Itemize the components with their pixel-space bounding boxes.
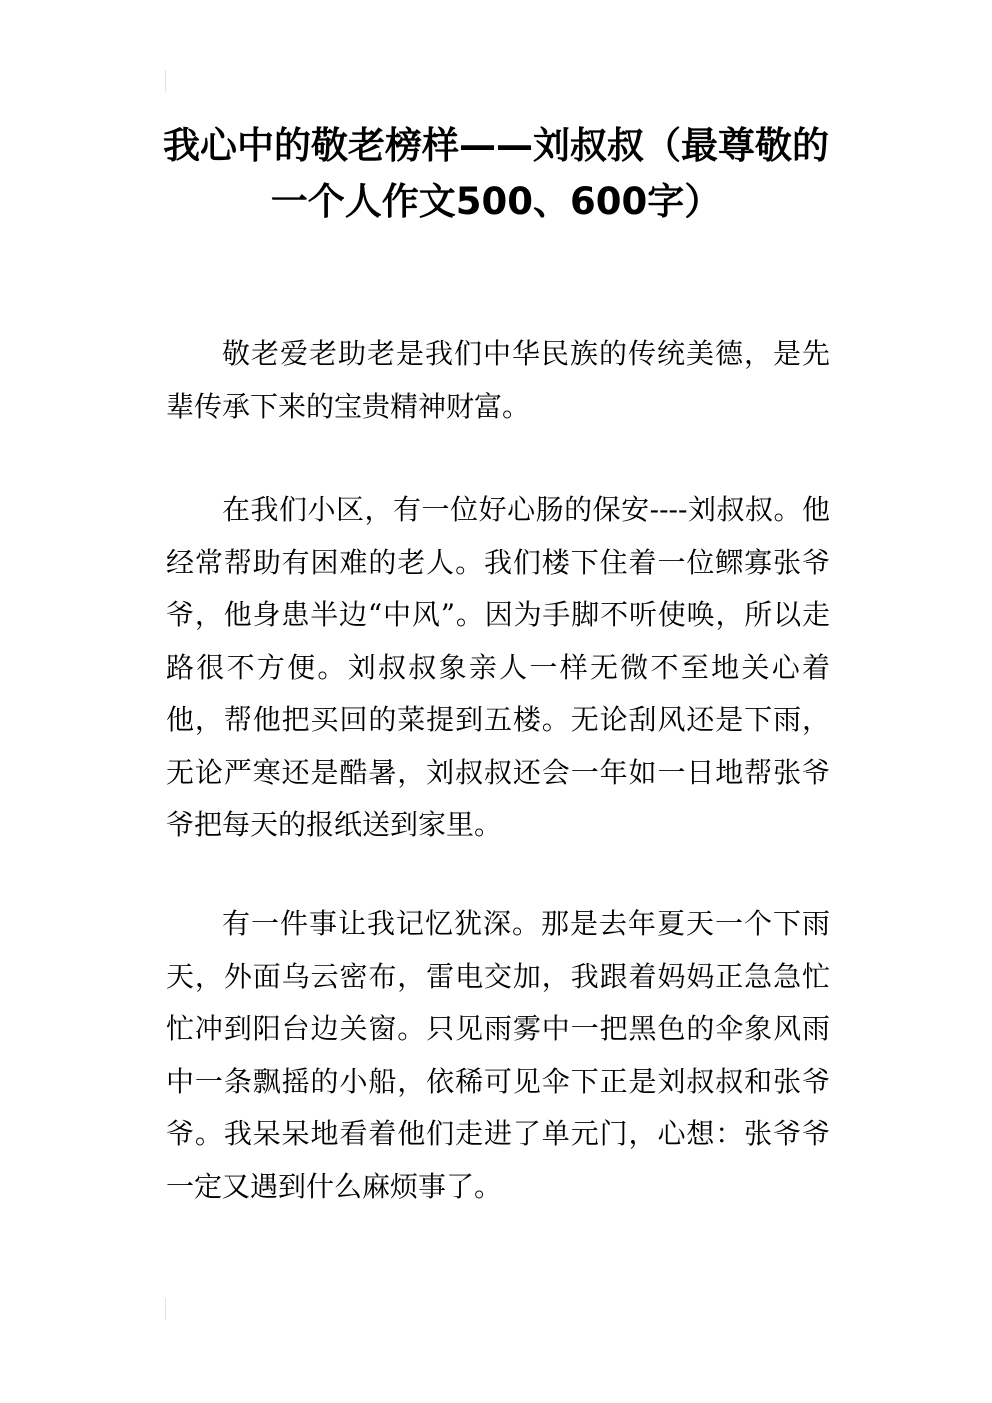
- crop-mark-top: [165, 70, 166, 92]
- document-title: 我心中的敬老榜样——刘叔叔（最尊敬的一个人作文500、600字）: [163, 124, 829, 223]
- paragraph-2: 在我们小区，有一位好心肠的保安----刘叔叔。他经常帮助有困难的老人。我们楼下住着一位鳏寡张爷爷，他身患半边“中风”。因为手脚不听使唤，所以走路很不方便。刘叔叔象亲人一样无微不至地关心着他，帮他把买回的菜提到五楼。无论刮风还是下雨，无论严寒还是酷暑，刘叔叔还会一年如一日地帮张爷爷把每天的报纸送到家里。: [166, 493, 830, 841]
- paragraph-1: 敬老爱老助老是我们中华民族的传统美德，是先辈传承下来的宝贵精神财富。: [166, 337, 830, 423]
- paragraph-3: 有一件事让我记忆犹深。那是去年夏天一个下雨天，外面乌云密布，雷电交加，我跟着妈妈正急急忙忙冲到阳台边关窗。只见雨雾中一把黑色的伞象风雨中一条飘摇的小船，依稀可见伞下正是刘叔叔和张爷爷。我呆呆地看着他们走进了单元门，心想：张爷爷一定又遇到什么麻烦事了。: [166, 907, 830, 1203]
- crop-mark-bottom: [165, 1298, 166, 1320]
